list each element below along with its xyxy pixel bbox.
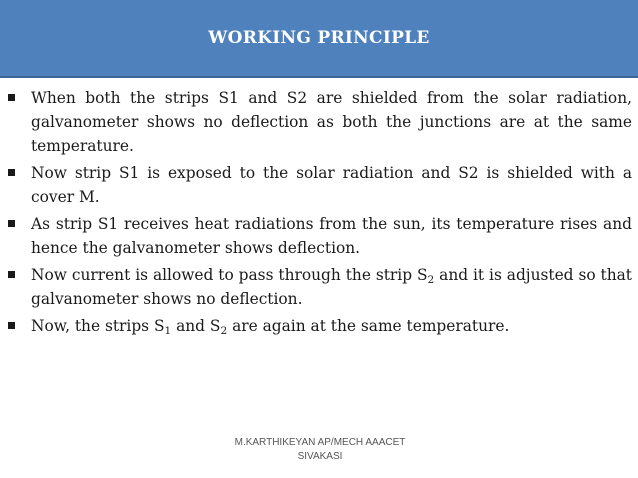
slide-title: WORKING PRINCIPLE (208, 28, 430, 48)
subscript-text: 1 (164, 325, 172, 337)
bullet-text: As strip S1 receives heat radiations from the sun, its temperature rises and hence the galvanometer shows deflection. (31, 215, 632, 257)
subscript-text: 2 (220, 325, 228, 337)
footer (215, 436, 425, 464)
bullet-text: and it is adjusted so that galvanometer shows no deflection. (31, 266, 632, 308)
subscript-text: 2 (427, 274, 435, 286)
bullet-item (0, 212, 638, 260)
bullet-item (0, 161, 638, 209)
bullet-text: are again at the same temperature. (227, 317, 510, 335)
footer-location: SIVAKASI (297, 451, 343, 462)
bullet-item (0, 263, 638, 311)
square-bullet-icon (8, 322, 15, 329)
bullet-text: Now, the strips S (31, 317, 165, 335)
square-bullet-icon (8, 220, 15, 227)
bullet-text: Now current is allowed to pass through the strip S (31, 266, 428, 284)
square-bullet-icon (8, 94, 15, 101)
bullet-text: and S (171, 317, 221, 335)
square-bullet-icon (8, 271, 15, 278)
footer-author: M.KARTHIKEYAN AP/MECH AAACET (234, 437, 406, 448)
bullet-item (0, 86, 638, 158)
square-bullet-icon (8, 169, 15, 176)
title-bar (0, 0, 638, 78)
bullet-list (0, 86, 638, 341)
bullet-text: When both the strips S1 and S2 are shielded from the solar radiation, galvanometer shows no deflection as both the junctions are at the same temperature. (31, 89, 632, 155)
bullet-text: Now strip S1 is exposed to the solar radiation and S2 is shielded with a cover M. (31, 164, 632, 206)
bullet-item (0, 314, 638, 338)
